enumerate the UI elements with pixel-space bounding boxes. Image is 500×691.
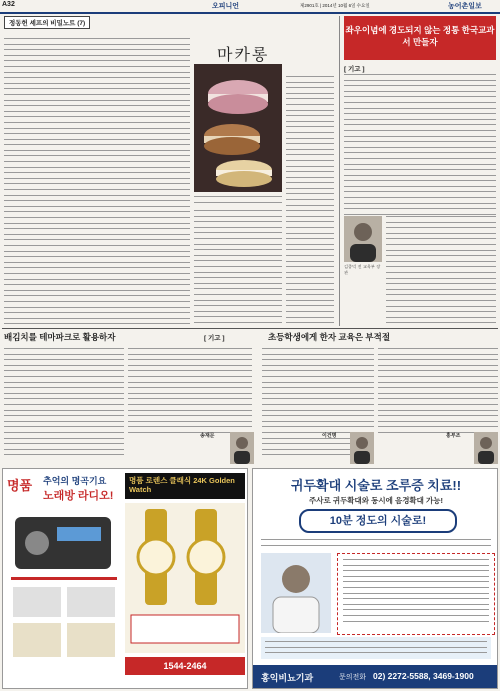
author-caption: 김종덕 전 교육부 장관: [344, 264, 381, 275]
ad-brand: 명품: [7, 478, 33, 493]
series-label: 정동헌 셰프의 비밀노트 (7): [4, 16, 90, 29]
article-3-header: [4, 331, 254, 343]
article-3-col-a: [4, 348, 124, 460]
column-headline: 마카롱: [217, 45, 270, 64]
contribution-column: [339, 16, 500, 326]
contribution-body-top: [344, 74, 496, 219]
clinic-minutes: 10분 정도의 시술로!: [299, 509, 457, 533]
article-3-col-b: [128, 348, 252, 438]
page-header: [0, 0, 500, 14]
page-number: A32: [2, 1, 15, 8]
author-4-name: 이건명: [322, 433, 337, 439]
contribution-body-bottom: [386, 216, 496, 326]
clinic-name: 홍익비뇨기과: [261, 673, 314, 683]
ad-product: 노래방 라디오!: [43, 490, 114, 502]
article-4-col-b: [378, 348, 498, 438]
clinic-phone: 02) 2272-5588, 3469-1900: [373, 671, 474, 681]
clinic-footer[interactable]: [253, 665, 498, 689]
radio-watch-ad[interactable]: [2, 468, 248, 689]
article-4-headline: 초등학생에게 한자 교육은 부적절: [268, 332, 391, 342]
clinic-ad[interactable]: [252, 468, 498, 689]
clinic-info-box: [337, 553, 495, 635]
column-body-right: [286, 76, 334, 326]
author-3-name: 송재문: [200, 433, 215, 439]
section-name: 오피니언: [212, 3, 240, 10]
article-3-tag: [ 기고 ]: [204, 335, 225, 342]
contribution-headline: 좌우이념에 경도되지 않는 정통 한국교과서 만들자: [345, 25, 495, 47]
watch-product-images: [125, 503, 245, 653]
ad-slogan: 추억의 명곡기요: [43, 476, 107, 486]
contribution-headline-box: [344, 16, 496, 60]
author-photo: [344, 216, 382, 262]
ad-phone[interactable]: 1544-2464: [125, 657, 245, 675]
clinic-subtitle: 주사로 귀두확대와 동시에 음경확대 가능!: [309, 496, 443, 505]
issue-info: 제2901호 | 2014년 10월 6일 수요일: [300, 3, 370, 8]
photo-caption-lines: [194, 196, 282, 207]
watch-ad-banner: [125, 473, 245, 499]
article-3-headline: 배김치를 테마파크로 활용하자: [4, 332, 116, 342]
author-5-photo: [474, 432, 498, 464]
paper-name: 농어촌일보: [448, 3, 482, 10]
author-3-photo: [230, 432, 254, 464]
chef-column: [2, 16, 335, 326]
contribution-tag: [ 기고 ]: [344, 66, 365, 73]
macaron-photo: [194, 64, 282, 192]
radio-ad-header: [7, 473, 123, 509]
clinic-notes: [261, 637, 491, 659]
author-4-photo: [350, 432, 374, 464]
radio-product-images: [7, 513, 121, 663]
clinic-phone-label: 문의전화: [339, 674, 367, 681]
section-divider: [2, 328, 498, 329]
doctor-photo: [261, 553, 331, 633]
watch-ad-title: 명품 로렌스 클래식 24K Golden Watch: [129, 476, 235, 494]
column-body-mid: [194, 210, 282, 326]
author-5-name: 홍부조: [446, 433, 461, 439]
clinic-headline: 귀두확대 시술로 조루증 치료!!: [290, 478, 462, 493]
clinic-body-lines: [261, 539, 491, 550]
column-body-left: [4, 38, 190, 326]
article-4-header: [262, 331, 498, 343]
